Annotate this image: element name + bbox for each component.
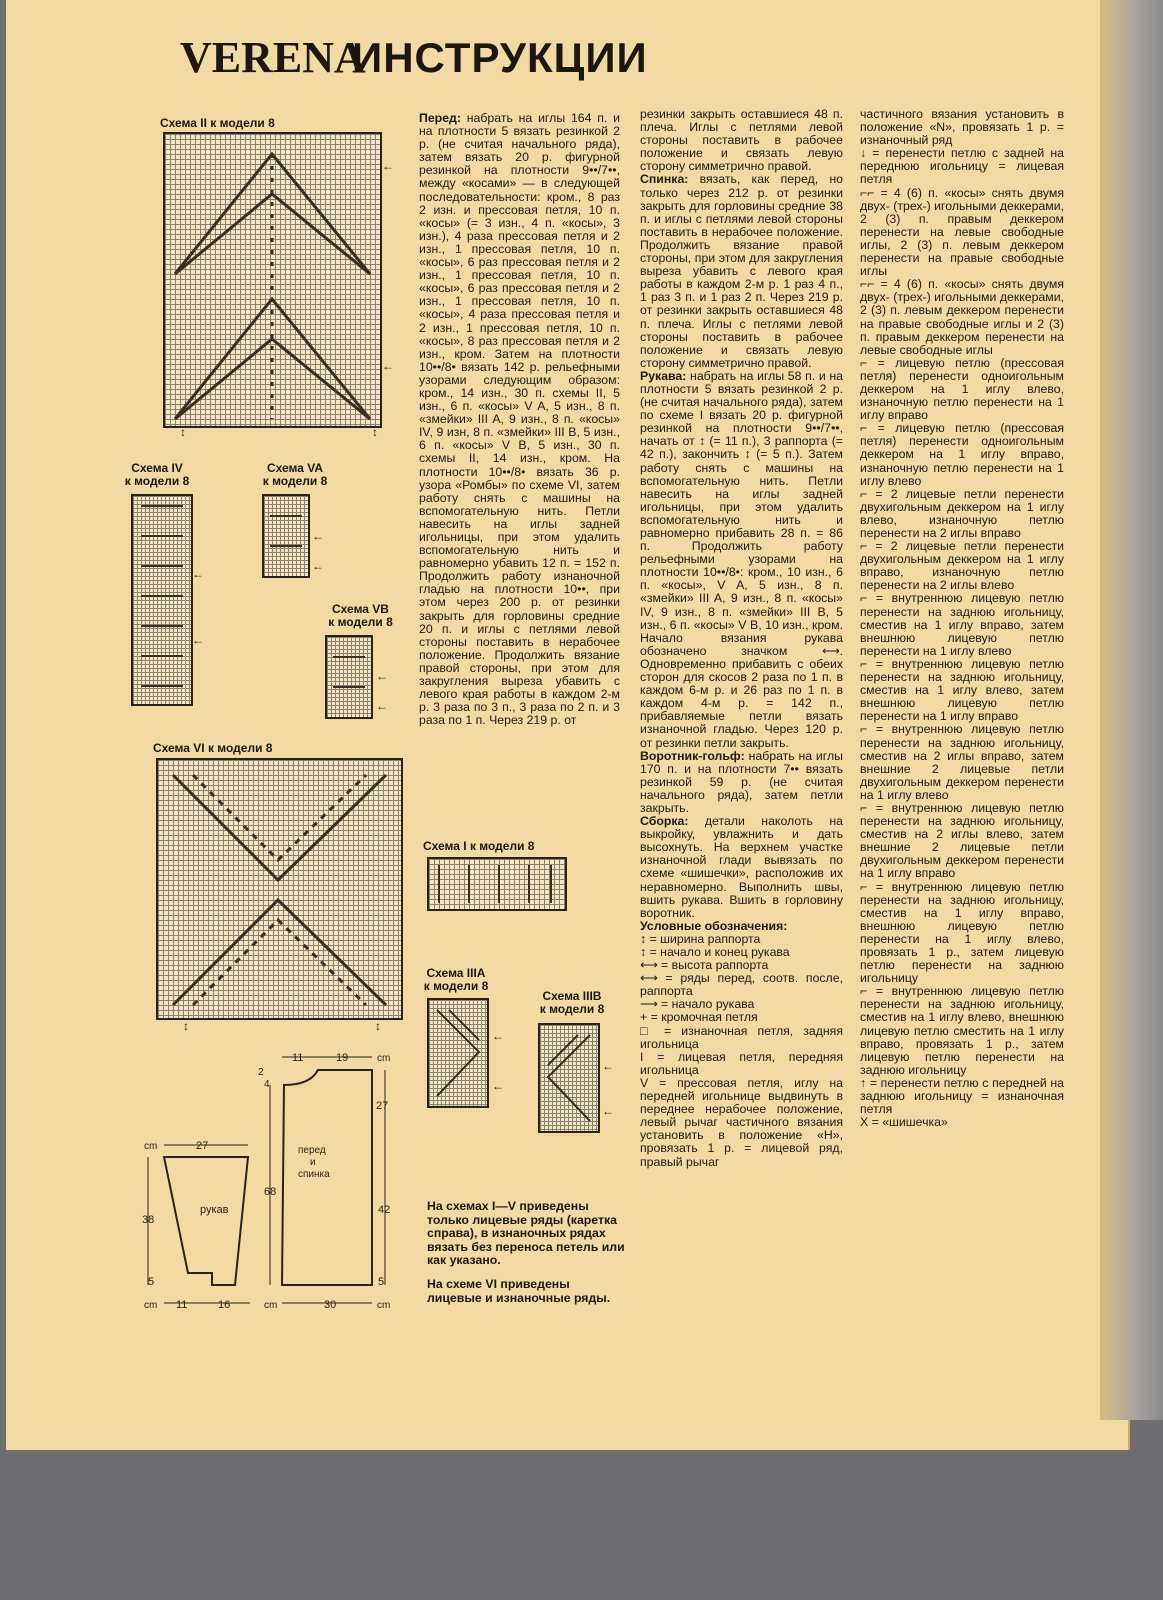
dim-armhole-27: 27 — [376, 1100, 389, 1112]
scheme-3a-motif — [429, 1000, 487, 1106]
row-marker: ← — [382, 159, 394, 173]
text-column-2 — [640, 108, 843, 1169]
legend-item: ⌐⌐ = 4 (6) п. «косы» снять двумя двух- (трех-) игольными деккерами, 2 (3) п. правым деккером перенести на левые свободные иглы, 2 (3) п. левым деккером перенести на правые свободные иглы — [860, 185, 1064, 279]
rapport-width-marker: ↕ — [372, 425, 378, 439]
row-marker: ← — [192, 633, 204, 647]
dim-unit: cm — [377, 1300, 391, 1311]
row-marker: ← — [602, 1104, 614, 1118]
dim-unit: cm — [264, 1300, 278, 1311]
scheme-5a-motif — [264, 496, 308, 576]
scheme-1-motif — [429, 859, 565, 909]
note-schemes-1-5: На схемах I—V приведены только лицевые ряды (каретка справа), в изнаночных рядах вязать без переноса петель или как указано. — [427, 1199, 625, 1267]
sleeve-instructions: набрать на иглы 58 п. и на плотности 5 вязать резинкой 2 р. (не считая начального ряда), затем по схеме I вязать 20 р. фигурной резинкой на плотности 9••/7••, начать от ↕ (= 11 п.), 3 раппорта (= 42 п.), закончить ↕ (= 5 п.). Затем работу снять с машины на вспомогательную нить. Петли навесить на иглы задней игольницы, при этом удалить вспомогательную нить и равномерно прибавить 28 п. = 86 п. Продолжить работу рельефными узорами на плотности 10••/8•: кром., 10 изн., 6 п. «косы», V A, 5 изн., 8 п. «змейки» III A, 9 изн., 8 п. «косы» IV, 9 изн., 8 п. «змейки» III B, 5 изн., 6 п. «косы» V B, 10 изн., кром. Начало вязания рукава обозначено значком ⟷. Одновременно прибавить с обеих сторон для скосов 2 раза по 1 п. в каждом 6-м р. и 26 раз по 1 п. в каждом 4-м р. = 142 п., прибавляемые петли вязать изнаночной гладью. Через 120 р. от резинки петли закрыть. — [640, 368, 843, 750]
legend-item: ↓ = перенести петлю с задней на переднюю игольницу = лицевая петля — [860, 146, 1064, 187]
dim-unit: cm — [144, 1300, 158, 1311]
dim-sleeve-height: 38 — [142, 1214, 155, 1226]
legend-item: ⟷ = высота раппорта — [640, 958, 769, 973]
back-instructions: вязать, как перед, но только через 212 р. от резинки закрыть для горловины средние 38 п. и иглы с петлями левой стороны поставить в нерабочее положение. Продолжить вязание правой стороны, при этом для закругления выреза убавить с левого края работы в каждом 2-м р. 1 раз 4 п., 1 раз 3 п. и 1 раз 2 п. Через 219 р. от резинки закрыть оставшиеся 48 п. плеча. Иглы с петлями левой стороны поставить в рабочее положение и связать левую сторону симметрично правой. — [640, 172, 843, 370]
dim-side-42: 42 — [378, 1204, 391, 1216]
scheme-3b-label: Схема IIIB к модели 8 — [539, 989, 605, 1016]
scheme-6-label: Схема VI к модели 8 — [153, 741, 273, 755]
dim-sleeve-top: 27 — [196, 1140, 209, 1152]
legend-item: ↑ = перенести петлю с передней на заднюю игольницу = изнаночная петля — [860, 1075, 1064, 1117]
note-scheme-6: На схеме VI приведены лицевые и изнаночные ряды. — [427, 1277, 611, 1305]
legend-item: ↕ = ширина раппорта — [640, 931, 761, 946]
scheme-4-label: Схема IV к модели 8 — [124, 461, 190, 488]
dim-sleeve-rib: 5 — [148, 1276, 155, 1288]
row-marker: ← — [376, 669, 388, 683]
dim-neck-2: 2 — [258, 1067, 264, 1078]
scheme-5a-grid — [262, 494, 310, 578]
row-marker: ← — [492, 1079, 504, 1093]
rapport-width-marker: ↕ — [375, 1019, 381, 1033]
dim-shoulder-19: 19 — [336, 1052, 349, 1064]
front-instructions: набрать на иглы 164 п. и на плотности 5 вязать резинкой 2 р. (не считая начального ряда), затем вязать 20 р. фигурной резинкой на плотности 9••/7••, между «косами» — в следующей последовательности: кром., 8 раз 2 изн. и прессовая петля, 10 п. «косы» (= 3 изн., 4 п. «косы», 3 изн.), 4 раза прессовая петля и 2 изн., 1 прессовая петля, 10 п. «косы», 6 раз прессовая петля и 2 изн., 1 прессовая петля, 10 п. «косы», 6 раз прессовая петля и 2 изн., 1 прессовая петля, 10 п. «косы», 4 раза прессовая петля и 2 изн., 1 прессовая петля, 10 п. «косы», 8 раз прессовая петля и 2 изн., кром. Затем на плотности 10••/8• вязать 142 р. рельефными узорами следующим образом: кром., 14 изн., 30 п. схемы II, 5 изн., 6 п. «косы» V A, 5 изн., 8 п. «змейки» III A, 9 изн., 8 п. «косы» IV, 9 изн, 8 п. «змейки» III B, 5 изн., 6 п. «косы» V B, 5 изн., 30 п. схемы II, 14 изн., кром. На плотности 10••/8• вязать 36 р. узора «Ромбы» по схеме VI, затем работу снять с машины на вспомогательную нить. Петли навесить на иглы задней игольницы, при этом удалить вспомогательную нить и равномерно убавить 12 п. = 152 п. Продолжить работу изнаночной гладью на плотности 10••, при этом через 200 р. от резинки закрыть для горловины средние 20 п. и иглы с петлями левой стороны поставить в нерабочее положение. Продолжить вязание правой стороны, при этом для закругления выреза убавить с левого края работы в каждом 2-м р. 3 раза по 3 п., 3 раза по 2 п. и 3 раза по 1 п. Через 219 р. от — [419, 111, 620, 728]
scheme-2-label: Схема II к модели 8 — [160, 116, 275, 130]
dim-sleeve-16: 16 — [218, 1299, 231, 1311]
legend-item: ⌐ = лицевую петлю (прессовая петля) перенести одноигольным деккером на 1 иглу вправо, изнаночную петлю перенести на 1 иглу влево — [860, 421, 1064, 488]
section-head-front: Перед: — [419, 111, 461, 125]
text-column-3 — [860, 108, 1064, 1129]
legend-item: X = «шишечка» — [860, 1115, 948, 1130]
dim-width-30: 30 — [324, 1299, 337, 1311]
assembly-instructions: детали наколоть на выкройку, увлажнить и дать высохнуть. На верхнем участке изнаночной глади вывязать по схеме «шишечки», расположив их неравномерно. Выполнить швы, вшить рукава. Вшить в горловину воротник. — [640, 814, 843, 920]
scheme-4-grid — [131, 494, 193, 706]
scheme-2-grid — [163, 132, 382, 428]
scheme-1-label: Схема I к модели 8 — [423, 839, 535, 853]
legend-continued: частичного вязания установить в положение «N», провязать 1 р. = изнаночный ряд — [860, 107, 1064, 148]
dim-length-68: 68 — [264, 1186, 277, 1198]
page-header — [180, 32, 680, 92]
legend-item: ⌐ = внутреннюю лицевую петлю перенести на заднюю игольницу, сместив на 1 иглу вправо, затем внешнюю лицевую петлю перенести на 1 иглу влево — [860, 591, 1064, 658]
dim-unit: cm — [377, 1053, 391, 1064]
row-marker: ← — [382, 359, 394, 373]
legend-item: ⌐⌐ = 4 (6) п. «косы» снять двумя двух- (трех-) игольными деккерами, 2 (3) п. левым деккером перенести на правые свободные иглы и 2 (3) п. правым деккером перенести на левые свободные иглы — [860, 277, 1064, 357]
text-column-1 — [419, 112, 620, 727]
rapport-width-marker: ↕ — [180, 425, 186, 439]
legend-heading: Условные обозначения: — [640, 918, 788, 933]
scheme-1-grid — [427, 857, 567, 911]
section-head-collar: Воротник-гольф: — [640, 748, 745, 763]
row-marker: ← — [602, 1059, 614, 1073]
row-marker: ← — [376, 699, 388, 713]
row-marker: ← — [192, 567, 204, 581]
scheme-5b-label: Схема VB к модели 8 — [328, 602, 393, 629]
scheme-4-motif — [133, 496, 191, 704]
dim-unit: cm — [144, 1141, 158, 1152]
sleeve-shape — [164, 1157, 248, 1285]
page-edge-shadow — [1100, 0, 1163, 1420]
scheme-2-motif — [165, 134, 380, 426]
legend-item: ⌐ = 2 лицевые петли перенести двухигольным деккером на 1 иглу вправо, изнаночную петлю перенести на 2 иглы влево — [860, 539, 1064, 593]
dim-sleeve-11: 11 — [176, 1299, 188, 1311]
scheme-6-grid — [156, 758, 403, 1020]
scheme-5b-motif — [327, 637, 371, 717]
scheme-3a-grid — [427, 998, 489, 1108]
sleeve-label: рукав — [200, 1204, 229, 1216]
row-marker: ← — [492, 1029, 504, 1043]
legend-item: ↕ = начало и конец рукава — [640, 945, 790, 959]
section-head-assembly: Сборка: — [640, 814, 689, 829]
legend-item: V = прессовая петля, иглу на передней игольнице выдвинуть в переднее нерабочее положение, левый рычаг частичного вязания установить в положение «Н», провязать 1 р. = лицевой ряд, правый рычаг — [640, 1075, 843, 1169]
body-label-2: и — [310, 1157, 316, 1168]
page-title: ИНСТРУКЦИИ — [352, 34, 648, 81]
legend-item: ⌐ = внутреннюю лицевую петлю перенести на заднюю игольницу, сместив на 1 иглу вправо, внешнюю лицевую петлю перенести на 1 иглу влево, провязать 1 р., затем лицевую петлю перенести на заднюю игольницу — [860, 879, 1064, 986]
scheme-6-motif — [158, 760, 401, 1018]
legend-item: ⌐ = внутреннюю лицевую петлю перенести на заднюю игольницу, сместив на 1 иглу влево, затем внешнюю лицевую петлю перенести на 1 иглу вправо — [860, 656, 1064, 724]
legend-item: ⌐ = лицевую петлю (прессовая петля) перенести одноигольным деккером на 1 иглу влево, изнаночную петлю перенести на 1 иглу вправо — [860, 355, 1064, 423]
legend-item: ⌐ = внутреннюю лицевую петлю перенести на заднюю игольницу, сместив на 2 иглы влево, затем внешние 2 лицевые петли двухигольным деккером перенести на 1 иглу вправо — [860, 800, 1064, 881]
brand-logo: VERENA — [180, 33, 366, 82]
dim-rib-5: 5 — [378, 1276, 385, 1288]
dim-neck-11: 11 — [292, 1052, 304, 1064]
legend-item: ⌐ = 2 лицевые петли перенести двухигольным деккером на 1 иглу влево, изнаночную петлю перенести на 2 иглы вправо — [860, 486, 1064, 540]
legend-item: ⌐ = внутреннюю лицевую петлю перенести на заднюю игольницу, сместив на 1 иглу влево, внешнюю лицевую петлю сместить на 1 иглу вправо, провязать 1 р., затем лицевую петлю перенести на заднюю игольницу — [860, 984, 1064, 1077]
legend-item: + = кромочная петля — [640, 1010, 758, 1025]
dim-neck-4: 4 — [264, 1079, 270, 1090]
legend-item: ⌐ = внутреннюю лицевую петлю перенести на заднюю игольницу, сместив на 2 иглы вправо, затем внешние 2 лицевые петли двухигольным деккером перенести на 1 иглу влево — [860, 722, 1064, 802]
legend-item: I = лицевая петля, передняя игольница — [640, 1049, 843, 1077]
section-head-back: Спинка: — [640, 172, 689, 187]
garment-pattern-diagram — [140, 1045, 410, 1315]
front-instructions-end: резинки закрыть оставшиеся 48 п. плеча. Иглы с петлями левой стороны поставить в рабочее положение и связать левую сторону симметрично правой. — [640, 107, 843, 174]
row-marker: ← — [312, 559, 324, 573]
body-label-3: спинка — [298, 1169, 330, 1180]
scheme-3b-grid — [538, 1023, 600, 1133]
legend-item: ⟶ = начало рукава — [640, 997, 755, 1012]
rapport-width-marker: ↕ — [183, 1019, 189, 1033]
legend-item: □ = изнаночная петля, задняя игольница — [640, 1023, 843, 1051]
legend-item: ⟷ = ряды перед, соотв. после, раппорта — [640, 971, 843, 999]
body-label-1: перед — [298, 1145, 326, 1156]
collar-instructions: набрать на иглы 170 п. и на плотности 7•• вязать резинкой 59 р. (не считая начального ряда), затем петли закрыть. — [640, 748, 843, 815]
row-marker: ← — [312, 529, 324, 543]
scheme-3b-motif — [540, 1025, 598, 1131]
scheme-5b-grid — [325, 635, 373, 719]
scheme-5a-label: Схема VA к модели 8 — [262, 461, 328, 488]
section-head-sleeves: Рукава: — [640, 368, 687, 383]
scheme-3a-label: Схема IIIA к модели 8 — [423, 966, 489, 993]
